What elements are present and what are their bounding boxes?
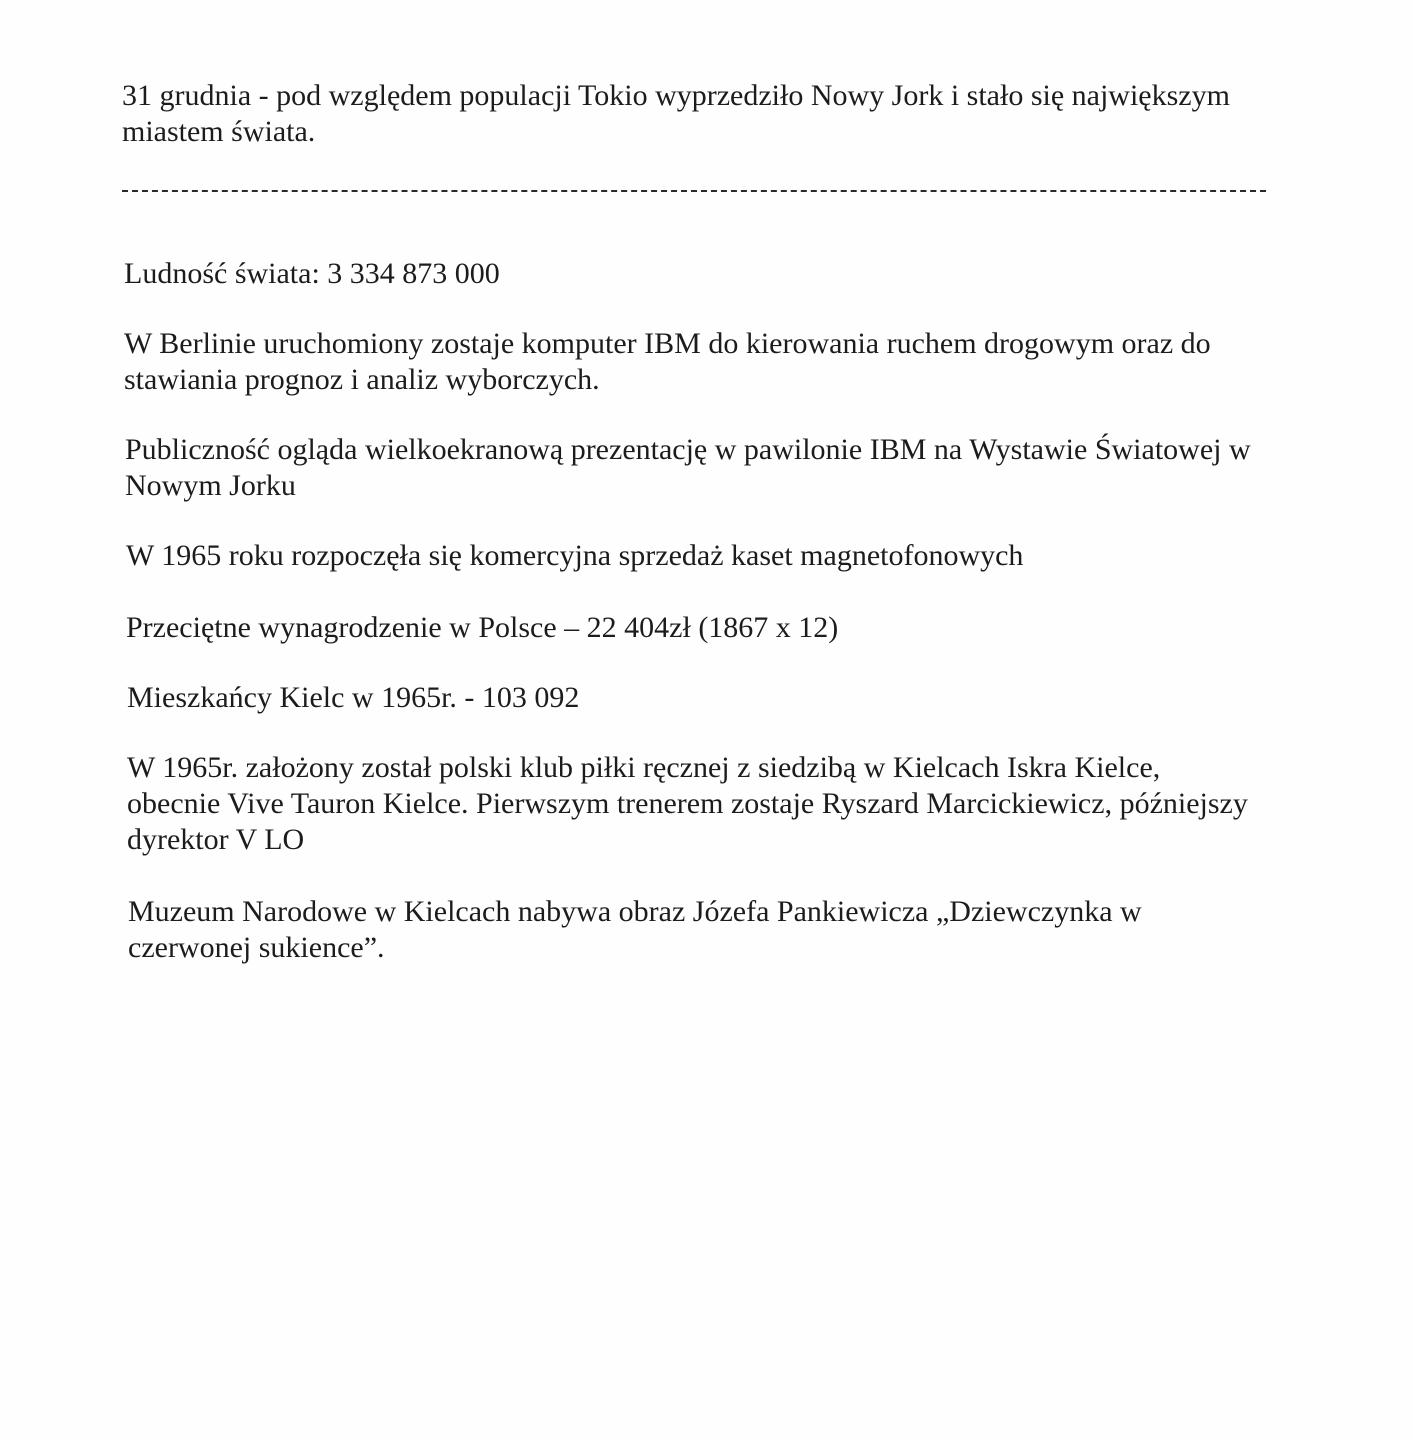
paragraph-kielce-residents: Mieszkańcy Kielc w 1965r. - 103 092 bbox=[127, 681, 580, 714]
paragraph-handball-club: W 1965r. założony został polski klub piłki ręcznej z siedzibą w Kielcach Iskra Kielce, obecnie Vive Tauron Kielce. Pierwszym trenerem zostaje Ryszard Marcickiewicz, późniejszy dyrektor V LO bbox=[127, 751, 1248, 856]
paragraph-national-museum: Muzeum Narodowe w Kielcach nabywa obraz Józefa Pankiewicza „Dziewczynka w czerwonej sukience”. bbox=[128, 895, 1142, 964]
paragraph-berlin-ibm: W Berlinie uruchomiony zostaje komputer IBM do kierowania ruchem drogowym oraz do stawiania prognoz i analiz wyborczych. bbox=[124, 327, 1211, 396]
paragraph-average-salary: Przeciętne wynagrodzenie w Polsce – 22 404zł (1867 x 12) bbox=[126, 611, 839, 644]
paragraph-ibm-pavilion: Publiczność ogląda wielkoekranową prezentację w pawilonie IBM na Wystawie Światowej w Nowym Jorku bbox=[125, 433, 1251, 502]
paragraph-world-population: Ludność świata: 3 334 873 000 bbox=[124, 257, 500, 290]
paragraph-cassettes: W 1965 roku rozpoczęła się komercyjna sprzedaż kaset magnetofonowych bbox=[126, 539, 1024, 572]
paragraph-tokyo-population: 31 grudnia - pod względem populacji Tokio wyprzedziło Nowy Jork i stało się największym miastem świata. bbox=[122, 79, 1230, 148]
dashed-divider bbox=[122, 190, 1266, 192]
